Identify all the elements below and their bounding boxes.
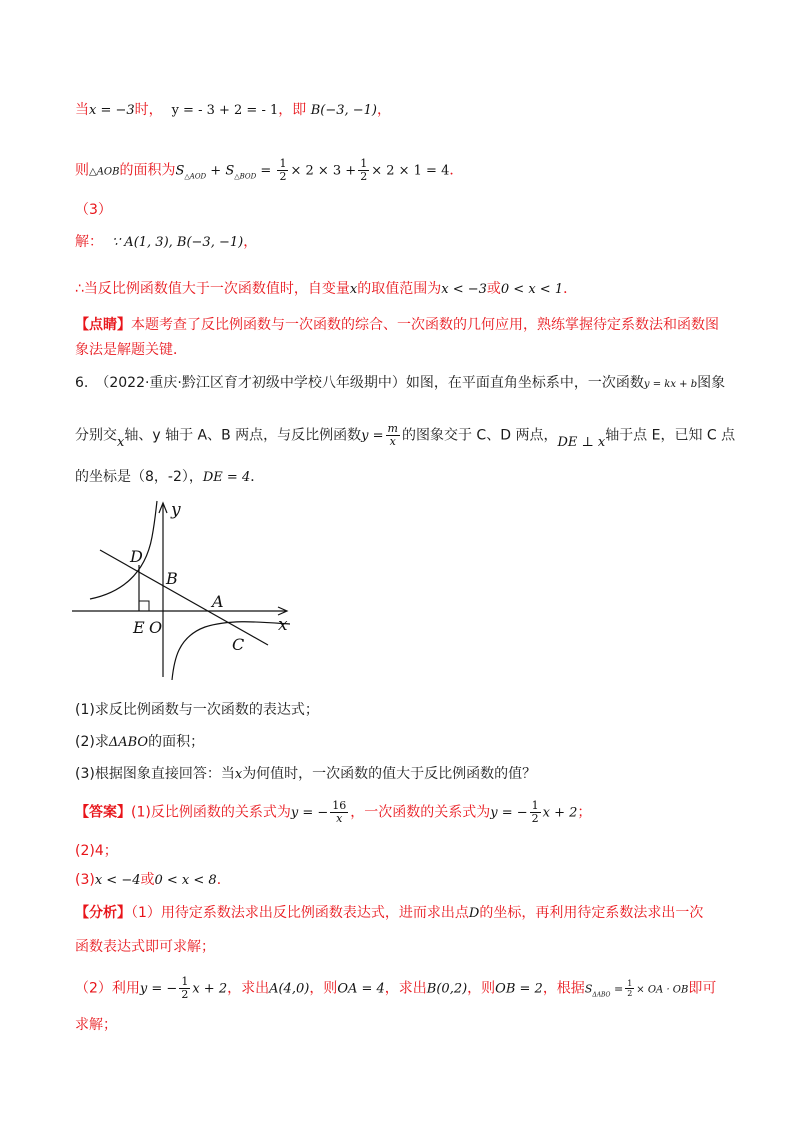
fraction: $\frac{1}{2}$ bbox=[531, 799, 539, 825]
sub-question-3 bbox=[75, 764, 536, 785]
text: 图象 bbox=[697, 375, 726, 391]
math-term: x + 2 bbox=[192, 981, 228, 997]
fraction: $\frac{1}{2}$ bbox=[360, 157, 368, 183]
analysis-tag: 【分析】 bbox=[75, 905, 131, 921]
text: (3)根据图象直接回答：当 bbox=[75, 766, 235, 782]
text: 的坐标是（8，-2）， bbox=[75, 469, 203, 485]
comment-line-2 bbox=[75, 340, 187, 360]
question-6-line-1 bbox=[75, 373, 725, 395]
math-y: y = bbox=[361, 428, 384, 444]
text: (1)求反比例函数与一次函数的表达式； bbox=[75, 702, 319, 718]
text: 为何值时，一次函数的值大于反比例函数的值？ bbox=[242, 766, 537, 782]
math-triangle: ΔABO bbox=[108, 735, 149, 750]
label-a: A bbox=[212, 592, 224, 611]
label-d: D bbox=[130, 547, 143, 566]
math-y: y = − bbox=[290, 805, 329, 821]
analysis-line-3 bbox=[75, 976, 716, 1005]
hyperbola-branch-right bbox=[172, 622, 290, 680]
right-angle-mark bbox=[139, 601, 149, 611]
text: 解： bbox=[75, 234, 103, 250]
analysis-line-4 bbox=[75, 1015, 117, 1035]
math-x: x bbox=[117, 434, 125, 450]
text: ． bbox=[250, 469, 265, 485]
label-b: B bbox=[166, 569, 178, 588]
sub-question-2 bbox=[75, 732, 204, 753]
text: 的取值范围为 bbox=[357, 281, 442, 297]
math-term: × 2 × 1 = 4 bbox=[371, 163, 450, 179]
math-x: x bbox=[349, 282, 358, 297]
text: 轴、y 轴于 A、B 两点，与反比例函数 bbox=[124, 427, 362, 444]
fraction: $\frac{16}{x}$ bbox=[332, 799, 347, 825]
text: (1)反比例函数的关系式为 bbox=[131, 804, 291, 821]
math-points: ∵ A(1, 3), B(−3, −1) bbox=[111, 235, 244, 250]
math-sub: △AOD bbox=[184, 172, 207, 181]
text: ； bbox=[577, 804, 592, 821]
text: ，根据 bbox=[542, 980, 585, 997]
label-x: x bbox=[278, 615, 288, 635]
comment-tag: 【点睛】 bbox=[75, 317, 131, 333]
math-point-a: A(4,0) bbox=[269, 981, 310, 997]
math-term: × OA · OB bbox=[636, 984, 689, 996]
fraction: $\frac{1}{2}$ bbox=[181, 975, 189, 1001]
question-6-line-2 bbox=[75, 423, 735, 448]
text: 函数表达式即可求解； bbox=[75, 939, 215, 955]
math-ob: OB = 2 bbox=[495, 981, 543, 997]
math-x: x = −3 bbox=[89, 103, 135, 118]
analysis-line-1 bbox=[75, 903, 703, 924]
math-op: + bbox=[206, 163, 226, 179]
linear-function-line bbox=[100, 550, 268, 645]
text: 6. （2022·重庆·黔江区育才初级中学校八年级期中）如图，在平面直角坐标系中，一次函数 bbox=[75, 375, 644, 391]
math-triangle: △AOB bbox=[89, 166, 120, 178]
math-s: S bbox=[584, 982, 593, 996]
text: （3） bbox=[75, 202, 112, 218]
math-op: = bbox=[256, 163, 276, 179]
math-y: y = − bbox=[139, 981, 178, 997]
math-perp: DE ⊥ x bbox=[557, 434, 606, 450]
coordinate-diagram bbox=[60, 495, 310, 685]
text: 分别交 bbox=[75, 427, 117, 444]
text: (3) bbox=[75, 872, 95, 888]
math-oa: OA = 4 bbox=[337, 981, 385, 997]
text: ∴当反比例函数值大于一次函数值时，自变量 bbox=[75, 281, 350, 297]
analysis-line-2 bbox=[75, 937, 215, 957]
solution-line-5 bbox=[75, 279, 577, 300]
text: 当 bbox=[75, 102, 89, 118]
math-func: y = kx + b bbox=[643, 379, 698, 390]
comment-line-1 bbox=[75, 315, 719, 335]
answer-line-1 bbox=[75, 800, 591, 825]
text: ． bbox=[216, 872, 231, 888]
math-de: DE = 4 bbox=[202, 470, 251, 485]
text: ． bbox=[563, 281, 578, 297]
text: 本题考查了反比例函数与一次函数的综合、一次函数的几何应用，熟练掌握待定系数法和函数图 bbox=[131, 317, 719, 333]
label-e: E bbox=[133, 618, 145, 637]
math-point-b: B(0,2) bbox=[426, 981, 468, 997]
text: ， bbox=[377, 102, 391, 118]
math-sub: ΔABO bbox=[592, 991, 611, 999]
sub-question-1 bbox=[75, 700, 319, 720]
text: 则 bbox=[75, 162, 89, 179]
math-y: y = − bbox=[490, 805, 528, 821]
text: 的面积； bbox=[148, 734, 205, 750]
math-point-b: B(−3, −1) bbox=[310, 103, 377, 118]
solution-line-2 bbox=[75, 158, 463, 186]
text: 时， bbox=[134, 102, 163, 118]
math-range: 0 < x < 1 bbox=[500, 282, 564, 297]
math-range: 0 < x < 8 bbox=[154, 873, 217, 888]
answer-line-2 bbox=[75, 841, 118, 861]
math-s: S bbox=[225, 163, 235, 179]
text: 的坐标，再利用待定系数法求出一次 bbox=[479, 905, 704, 921]
label-y: y bbox=[171, 500, 181, 520]
text: ，求出 bbox=[227, 980, 270, 997]
text: (2)4； bbox=[75, 843, 118, 859]
math-range: x < −3 bbox=[441, 282, 487, 297]
math-range: x < −4 bbox=[94, 873, 141, 888]
text: ，则 bbox=[467, 980, 496, 997]
text: 或 bbox=[486, 281, 501, 297]
math-s: S bbox=[175, 163, 185, 179]
text: ，求出 bbox=[384, 980, 427, 997]
fraction: $\frac{m}{x}$ bbox=[387, 422, 398, 448]
solution-line-4 bbox=[75, 232, 257, 253]
question-6-line-3 bbox=[75, 467, 264, 488]
text: ，则 bbox=[309, 980, 338, 997]
math-term: × 2 × 3 + bbox=[290, 163, 357, 179]
text: 即可 bbox=[688, 980, 717, 997]
text: （2）利用 bbox=[75, 980, 140, 997]
text: ， bbox=[243, 234, 258, 250]
math-sub: △BOD bbox=[234, 172, 257, 181]
math-d: D bbox=[468, 906, 480, 921]
text: 轴于点 E，已知 C 点 bbox=[605, 427, 736, 444]
math-op: = bbox=[610, 982, 624, 996]
answer-line-3 bbox=[75, 870, 231, 891]
text: ，一次函数的关系式为 bbox=[350, 804, 491, 821]
fraction: $\frac{1}{2}$ bbox=[627, 979, 633, 998]
answer-tag: 【答案】 bbox=[75, 804, 131, 821]
text: ． bbox=[449, 162, 464, 179]
text: 求解； bbox=[75, 1017, 117, 1033]
label-o: O bbox=[149, 618, 163, 637]
label-c: C bbox=[232, 635, 245, 654]
text: 或 bbox=[140, 872, 155, 888]
text: 的图象交于 C、D 两点， bbox=[401, 427, 558, 444]
math-term: x + 2 bbox=[542, 805, 578, 821]
solution-line-1 bbox=[75, 100, 391, 121]
text: 的面积为 bbox=[119, 162, 176, 179]
text: （1）用待定系数法求出反比例函数表达式，进而求出点 bbox=[131, 905, 469, 921]
text: ，即 bbox=[278, 102, 307, 118]
math-y: y = - 3 + 2 = - 1 bbox=[171, 103, 279, 118]
text: 象法是解题关键． bbox=[75, 342, 187, 358]
text: (2)求 bbox=[75, 734, 109, 750]
solution-part-3-label bbox=[75, 200, 112, 220]
math-x: x bbox=[234, 767, 243, 782]
fraction: $\frac{1}{2}$ bbox=[279, 157, 287, 183]
